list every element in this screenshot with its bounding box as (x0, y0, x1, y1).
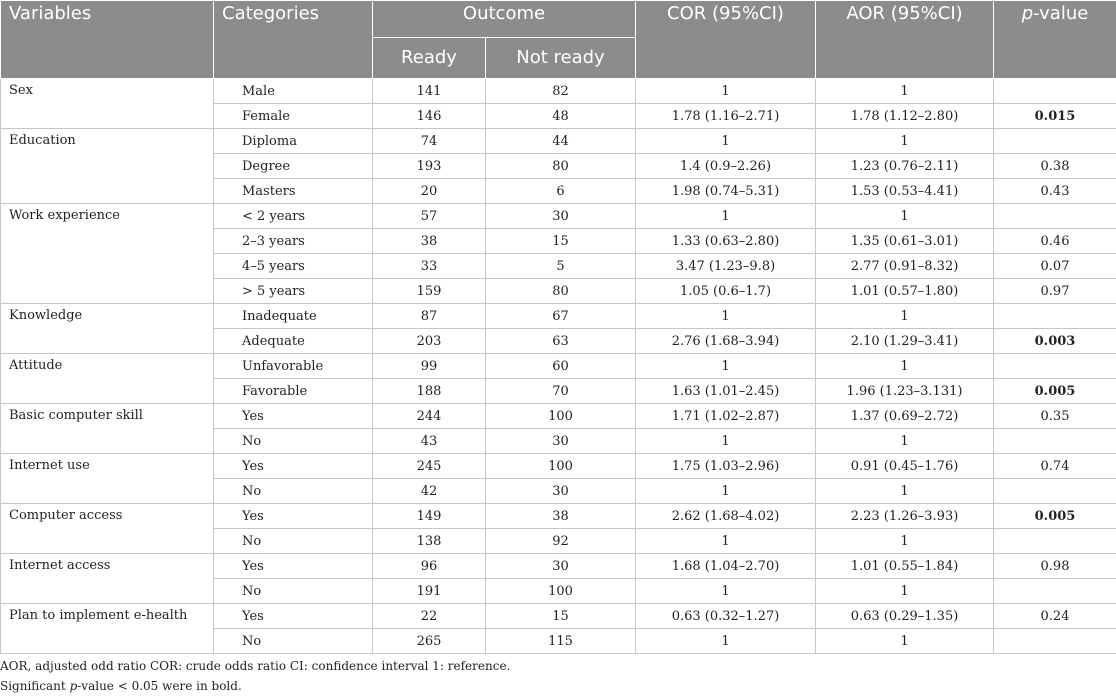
p-value-cell (994, 129, 1116, 154)
category-cell: Male (214, 79, 373, 104)
category-cell: No (214, 429, 373, 454)
ready-cell: 43 (373, 429, 486, 454)
cor-cell: 1.63 (1.01–2.45) (636, 379, 816, 404)
footnote-abbreviations: AOR, adjusted odd ratio COR: crude odds ratio CI: confidence interval 1: reference. (0, 659, 511, 673)
variable-cell: Internet access (1, 554, 214, 604)
aor-cell: 2.23 (1.26–3.93) (816, 504, 994, 529)
not-ready-cell: 6 (486, 179, 636, 204)
table-row (1, 129, 1116, 154)
ready-cell: 42 (373, 479, 486, 504)
not-ready-cell: 63 (486, 329, 636, 354)
aor-cell: 0.91 (0.45–1.76) (816, 454, 994, 479)
variable-cell: Internet use (1, 454, 214, 504)
aor-cell: 1.35 (0.61–3.01) (816, 229, 994, 254)
cor-cell: 1 (636, 79, 816, 104)
category-cell: Yes (214, 554, 373, 579)
ready-cell: 38 (373, 229, 486, 254)
cor-cell: 1 (636, 479, 816, 504)
category-cell: Unfavorable (214, 354, 373, 379)
header-p-value (994, 1, 1116, 79)
p-value-cell: 0.07 (994, 254, 1116, 279)
not-ready-cell: 30 (486, 554, 636, 579)
cor-cell: 1 (636, 129, 816, 154)
aor-cell: 1 (816, 629, 994, 654)
ready-cell: 20 (373, 179, 486, 204)
category-cell: Favorable (214, 379, 373, 404)
category-cell: Female (214, 104, 373, 129)
p-value-cell (994, 529, 1116, 554)
aor-cell: 1 (816, 129, 994, 154)
aor-cell: 1 (816, 204, 994, 229)
p-value-cell (994, 204, 1116, 229)
not-ready-cell: 30 (486, 204, 636, 229)
not-ready-cell: 38 (486, 504, 636, 529)
p-value-cell: 0.005 (994, 379, 1116, 404)
ready-cell: 74 (373, 129, 486, 154)
table-row (1, 504, 1116, 529)
not-ready-cell: 48 (486, 104, 636, 129)
ready-cell: 203 (373, 329, 486, 354)
aor-cell: 0.63 (0.29–1.35) (816, 604, 994, 629)
ready-cell: 141 (373, 79, 486, 104)
not-ready-cell: 60 (486, 354, 636, 379)
category-cell: No (214, 479, 373, 504)
footnote-sig-prefix: Significant (0, 679, 70, 693)
aor-cell: 1.23 (0.76–2.11) (816, 154, 994, 179)
category-cell: 2–3 years (214, 229, 373, 254)
cor-cell: 1.4 (0.9–2.26) (636, 154, 816, 179)
ready-cell: 22 (373, 604, 486, 629)
table-header (1, 1, 1116, 79)
header-p-suffix: -value (1033, 3, 1089, 24)
p-value-cell: 0.38 (994, 154, 1116, 179)
ready-cell: 87 (373, 304, 486, 329)
header-not-ready: Not ready (486, 38, 636, 79)
ready-cell: 57 (373, 204, 486, 229)
table-row (1, 554, 1116, 579)
not-ready-cell: 30 (486, 479, 636, 504)
not-ready-cell: 15 (486, 229, 636, 254)
cor-cell: 3.47 (1.23–9.8) (636, 254, 816, 279)
cor-cell: 1.98 (0.74–5.31) (636, 179, 816, 204)
variable-cell: Knowledge (1, 304, 214, 354)
ready-cell: 265 (373, 629, 486, 654)
aor-cell: 1.01 (0.57–1.80) (816, 279, 994, 304)
category-cell: No (214, 579, 373, 604)
category-cell: < 2 years (214, 204, 373, 229)
not-ready-cell: 44 (486, 129, 636, 154)
cor-cell: 1 (636, 429, 816, 454)
aor-cell: 1 (816, 529, 994, 554)
not-ready-cell: 82 (486, 79, 636, 104)
not-ready-cell: 80 (486, 279, 636, 304)
aor-cell: 1.96 (1.23–3.131) (816, 379, 994, 404)
ready-cell: 245 (373, 454, 486, 479)
p-value-cell (994, 479, 1116, 504)
p-value-cell: 0.015 (994, 104, 1116, 129)
not-ready-cell: 5 (486, 254, 636, 279)
p-value-cell (994, 429, 1116, 454)
not-ready-cell: 30 (486, 429, 636, 454)
aor-cell: 1 (816, 79, 994, 104)
cor-cell: 1 (636, 629, 816, 654)
category-cell: Inadequate (214, 304, 373, 329)
ready-cell: 149 (373, 504, 486, 529)
category-cell: Masters (214, 179, 373, 204)
p-value-cell: 0.74 (994, 454, 1116, 479)
footnote-sig-p: p (69, 679, 78, 693)
category-cell: No (214, 529, 373, 554)
header-variables: Variables (1, 1, 214, 79)
category-cell: > 5 years (214, 279, 373, 304)
p-value-cell: 0.005 (994, 504, 1116, 529)
p-value-cell: 0.35 (994, 404, 1116, 429)
ready-cell: 244 (373, 404, 486, 429)
variable-cell: Attitude (1, 354, 214, 404)
p-value-cell (994, 79, 1116, 104)
p-value-cell: 0.003 (994, 329, 1116, 354)
p-value-cell (994, 579, 1116, 604)
category-cell: No (214, 629, 373, 654)
footnotes (0, 656, 510, 696)
variable-cell: Work experience (1, 204, 214, 304)
not-ready-cell: 100 (486, 579, 636, 604)
aor-cell: 1 (816, 429, 994, 454)
cor-cell: 2.76 (1.68–3.94) (636, 329, 816, 354)
aor-cell: 1.78 (1.12–2.80) (816, 104, 994, 129)
p-value-cell: 0.24 (994, 604, 1116, 629)
aor-cell: 1 (816, 304, 994, 329)
category-cell: Degree (214, 154, 373, 179)
variable-cell: Basic computer skill (1, 404, 214, 454)
variable-cell: Plan to implement e-health (1, 604, 214, 654)
ready-cell: 99 (373, 354, 486, 379)
cor-cell: 1.68 (1.04–2.70) (636, 554, 816, 579)
not-ready-cell: 100 (486, 404, 636, 429)
p-value-cell (994, 354, 1116, 379)
not-ready-cell: 92 (486, 529, 636, 554)
table-row (1, 604, 1116, 629)
category-cell: 4–5 years (214, 254, 373, 279)
header-aor: AOR (95%CI) (816, 1, 994, 79)
not-ready-cell: 100 (486, 454, 636, 479)
header-p-letter: p (1021, 3, 1034, 24)
category-cell: Diploma (214, 129, 373, 154)
ready-cell: 96 (373, 554, 486, 579)
not-ready-cell: 15 (486, 604, 636, 629)
ready-cell: 193 (373, 154, 486, 179)
aor-cell: 1.53 (0.53–4.41) (816, 179, 994, 204)
variable-cell: Education (1, 129, 214, 204)
table-row (1, 404, 1116, 429)
table-row (1, 354, 1116, 379)
p-value-cell (994, 304, 1116, 329)
p-value-cell: 0.43 (994, 179, 1116, 204)
cor-cell: 1 (636, 204, 816, 229)
aor-cell: 1 (816, 479, 994, 504)
category-cell: Yes (214, 454, 373, 479)
cor-cell: 1.33 (0.63–2.80) (636, 229, 816, 254)
ready-cell: 138 (373, 529, 486, 554)
category-cell: Yes (214, 604, 373, 629)
p-value-cell: 0.97 (994, 279, 1116, 304)
cor-cell: 1 (636, 579, 816, 604)
not-ready-cell: 80 (486, 154, 636, 179)
cor-cell: 1.75 (1.03–2.96) (636, 454, 816, 479)
p-value-cell: 0.46 (994, 229, 1116, 254)
footnote-sig-suffix: -value < 0.05 were in bold. (77, 679, 242, 693)
category-cell: Yes (214, 404, 373, 429)
table-row (1, 204, 1116, 229)
aor-cell: 1 (816, 354, 994, 379)
not-ready-cell: 67 (486, 304, 636, 329)
header-cor: COR (95%CI) (636, 1, 816, 79)
cor-cell: 1.05 (0.6–1.7) (636, 279, 816, 304)
aor-cell: 1 (816, 579, 994, 604)
ready-cell: 33 (373, 254, 486, 279)
header-ready: Ready (373, 38, 486, 79)
cor-cell: 1 (636, 529, 816, 554)
cor-cell: 2.62 (1.68–4.02) (636, 504, 816, 529)
cor-cell: 1.71 (1.02–2.87) (636, 404, 816, 429)
category-cell: Adequate (214, 329, 373, 354)
footnote-significance (0, 676, 510, 696)
aor-cell: 1.01 (0.55–1.84) (816, 554, 994, 579)
p-value-cell (994, 629, 1116, 654)
not-ready-cell: 115 (486, 629, 636, 654)
header-row-1 (1, 1, 1116, 38)
not-ready-cell: 70 (486, 379, 636, 404)
table-row (1, 79, 1116, 104)
aor-cell: 2.10 (1.29–3.41) (816, 329, 994, 354)
table-body (1, 79, 1116, 654)
ready-cell: 146 (373, 104, 486, 129)
aor-cell: 2.77 (0.91–8.32) (816, 254, 994, 279)
cor-cell: 1 (636, 354, 816, 379)
table-row (1, 304, 1116, 329)
header-categories: Categories (214, 1, 373, 79)
cor-cell: 1 (636, 304, 816, 329)
aor-cell: 1.37 (0.69–2.72) (816, 404, 994, 429)
cor-cell: 0.63 (0.32–1.27) (636, 604, 816, 629)
variable-cell: Computer access (1, 504, 214, 554)
header-outcome: Outcome (373, 1, 636, 38)
ready-cell: 188 (373, 379, 486, 404)
category-cell: Yes (214, 504, 373, 529)
table-row (1, 454, 1116, 479)
ready-cell: 191 (373, 579, 486, 604)
ready-cell: 159 (373, 279, 486, 304)
variable-cell: Sex (1, 79, 214, 129)
cor-cell: 1.78 (1.16–2.71) (636, 104, 816, 129)
p-value-cell: 0.98 (994, 554, 1116, 579)
